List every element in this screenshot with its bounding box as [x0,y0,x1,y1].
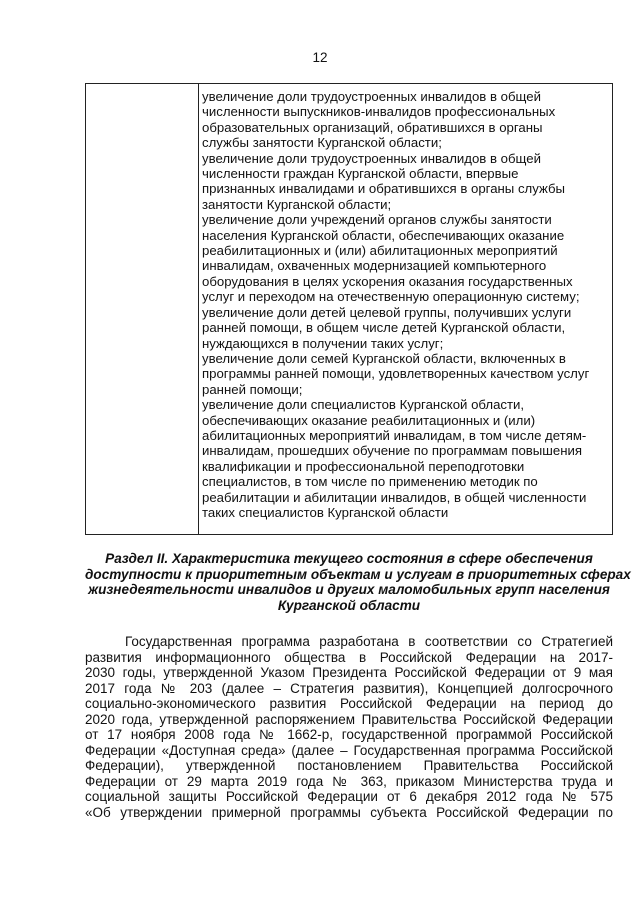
goals-line: инвалидам, прошедших обучение по программам повышения [202,443,582,459]
section-title-line: жизнедеятельности инвалидов и других маломобильных групп населения [88,582,610,598]
table-column-divider [198,84,199,534]
goals-line: образовательных организаций, обратившихся в органы [202,119,543,135]
body-line: 2030 годы, утвержденной Указом Президента Российской Федерации от 9 мая [85,665,613,681]
goals-line: признанных инвалидами и обратившихся в органы службы [202,181,565,197]
body-line: Федерации), утвержденной постановлением Правительства Российской [85,758,613,774]
section-title [85,551,631,613]
goals-line: увеличение доли детей целевой группы, получивших услуги [202,304,572,320]
goals-line: услуг и переходом на отечественную операционную систему; [202,289,580,305]
goals-line: службы занятости Курганской области; [202,135,442,151]
goals-line: абилитационных мероприятий инвалидам, в том числе детям- [202,427,587,443]
section-title-line: Раздел II. Характеристика текущего состояния в сфере обеспечения [105,551,593,566]
body-line: социальной защиты Российской Федерации от 6 декабря 2012 года № 575 [85,789,613,805]
goals-line: населения Курганской области, обеспечивающих оказание [202,227,565,243]
body-line: «Об утверждении примерной программы субъекта Российской Федерации по [85,805,613,821]
goals-line: занятости Курганской области; [202,196,392,212]
goals-line: специалистов, в том числе по применению методик по [202,474,538,490]
goals-line: численности граждан Курганской области, впервые [202,166,519,182]
section-title-line: Курганской области [277,597,421,613]
body-line: Государственная программа разработана в соответствии со Стратегией [125,634,613,649]
goals-line: увеличение доли семей Курганской области, включенных в [202,350,566,366]
body-line: 2020 года, утвержденной распоряжением Правительства Российской Федерации [85,711,613,727]
goals-line: инвалидам, охваченных модернизацией компьютерного [202,258,547,274]
goals-line: ранней помощи; [202,381,303,397]
goals-line: реабилитационных и (или) абилитационных мероприятий [202,243,558,259]
body-line: социально-экономического развития Российской Федерации на период до [85,696,613,712]
goals-line: увеличение доли специалистов Курганской области, [202,397,525,413]
goals-line: увеличение доли трудоустроенных инвалидов в общей [202,150,541,166]
goals-line: увеличение доли трудоустроенных инвалидов в общей [202,89,541,104]
body-line: развития информационного общества в Российской Федерации на 2017- [85,649,613,665]
body-line: от 17 ноября 2008 года № 1662-р, государственной программой Российской [85,727,613,743]
body-paragraph [85,634,613,821]
goals-cell [202,89,608,520]
goals-line: обеспечивающих оказание реабилитационных и (или) [202,412,536,428]
goals-line: таких специалистов Курганской области [202,504,449,520]
goals-line: нуждающихся в получении таких услуг; [202,335,444,351]
goals-line: квалификации и профессиональной переподготовки [202,458,525,474]
goals-line: увеличение доли учреждений органов службы занятости [202,212,552,228]
body-line: Федерации «Доступная среда» (далее – Государственная программа Российской [85,742,613,758]
goals-line: ранней помощи, в общем числе детей Курганской области, [202,320,566,336]
body-line: Федерации от 29 марта 2019 года № 363, приказом Министерства труда и [85,773,613,789]
goals-line: численности выпускников-инвалидов профессиональных [202,104,556,120]
body-line: 2017 года № 203 (далее – Стратегия развития), Концепцией долгосрочного [85,680,613,696]
page-number: 12 [312,50,328,65]
goals-line: оборудования в целях ускорения оказания государственных [202,273,573,289]
goals-line: реабилитации и абилитации инвалидов, в общей численности [202,489,587,505]
section-title-line: доступности к приоритетным объектам и услугам в приоритетных сферах [85,566,631,582]
goals-table [85,83,613,535]
goals-line: программы ранней помощи, удовлетворенных качеством услуг [202,366,590,382]
